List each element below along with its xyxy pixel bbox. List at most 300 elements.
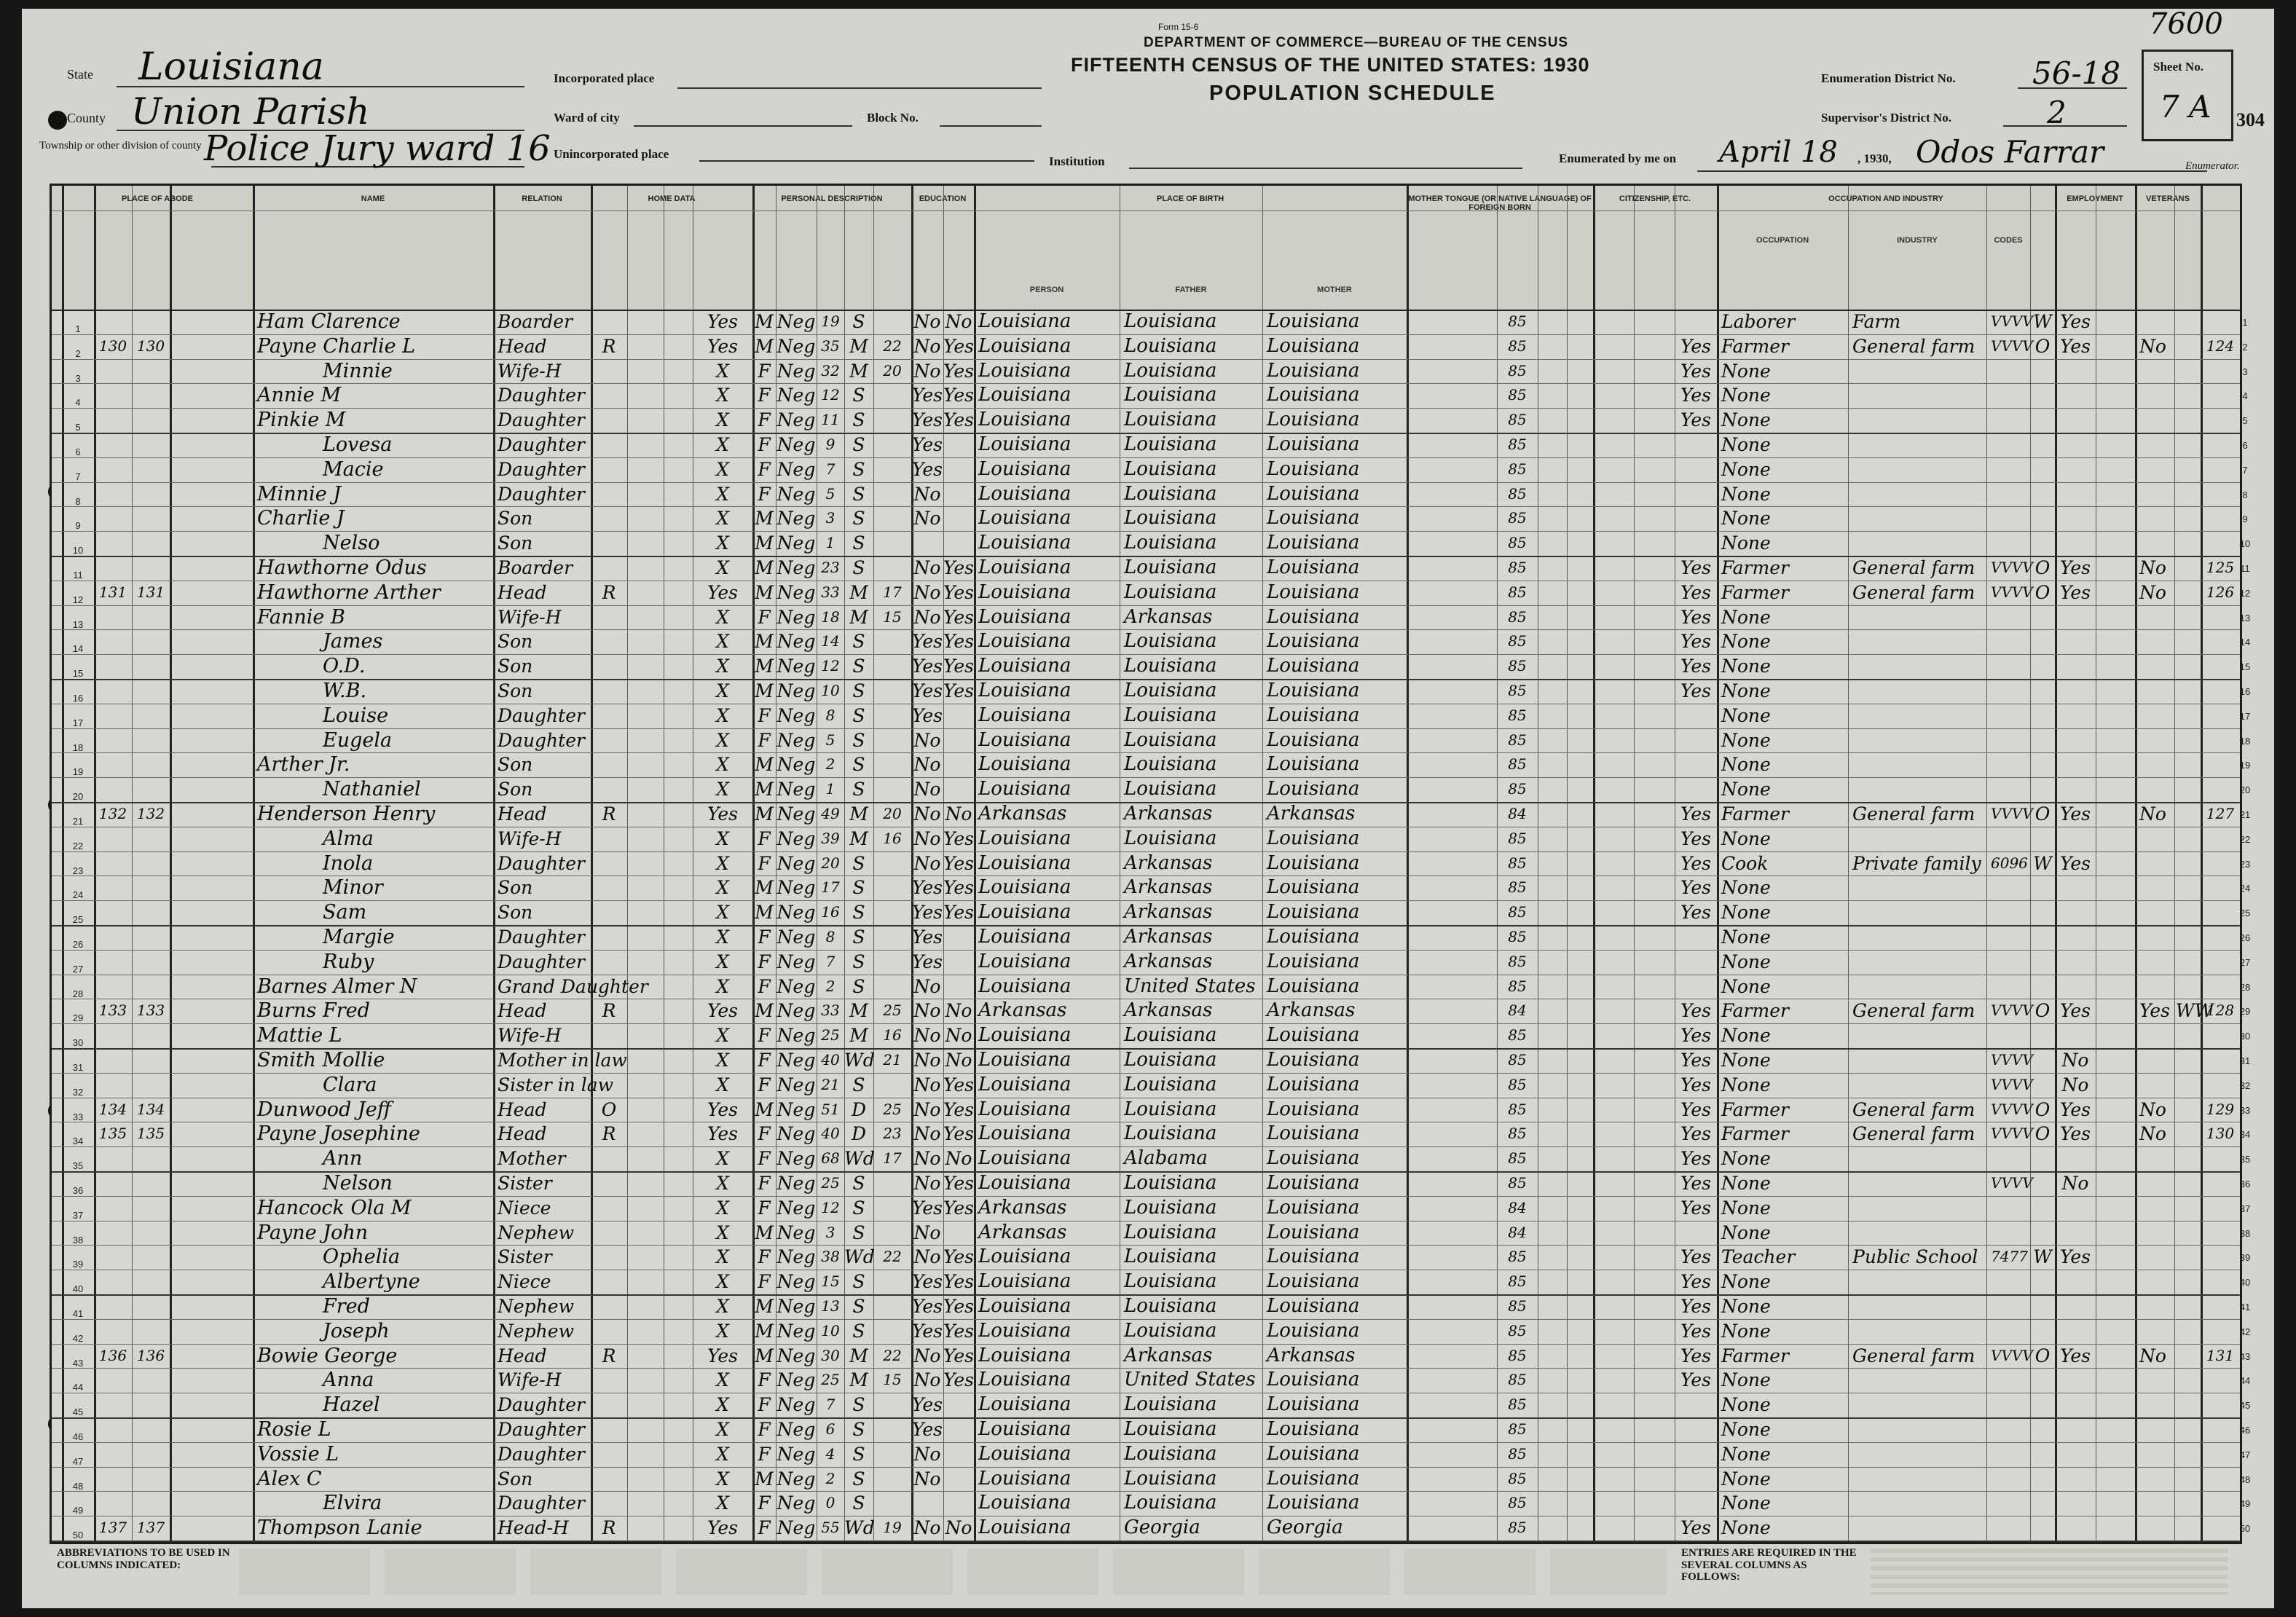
occupation-code xyxy=(1991,1270,2029,1294)
class-of-worker xyxy=(2030,457,2055,482)
birthplace-father: Louisiana xyxy=(1124,630,1217,653)
can-read-write xyxy=(943,925,974,950)
birthplace-code: 85 xyxy=(1508,1396,1527,1414)
age: 3 xyxy=(825,509,836,527)
dwelling-number xyxy=(94,1221,132,1246)
english-speaking: Yes xyxy=(1680,1369,1711,1391)
can-read-write: Yes xyxy=(943,680,974,701)
home-tenure xyxy=(591,1442,627,1467)
can-read-write: No xyxy=(945,1517,972,1539)
birthplace-mother: Louisiana xyxy=(1267,950,1360,972)
radio-set: X xyxy=(716,483,729,505)
radio-set: X xyxy=(716,926,729,948)
english-speaking xyxy=(1675,482,1717,507)
age-at-marriage: 21 xyxy=(883,1051,902,1069)
class-of-worker xyxy=(2030,531,2055,556)
person-name: Minnie J xyxy=(257,482,342,505)
school-attendance: Yes xyxy=(912,1197,943,1219)
race: Neg xyxy=(777,483,816,505)
dwelling-number xyxy=(94,1171,132,1196)
family-number xyxy=(132,1196,170,1221)
home-tenure: R xyxy=(602,1517,616,1539)
birthplace-code: 85 xyxy=(1508,1371,1527,1389)
radio-set: X xyxy=(716,1468,729,1490)
age-at-marriage xyxy=(873,310,911,334)
industry: General farm xyxy=(1852,803,1975,825)
at-work xyxy=(2055,1294,2096,1319)
family-number xyxy=(132,457,170,482)
home-tenure xyxy=(591,1393,627,1417)
can-read-write: Yes xyxy=(943,902,974,924)
age-at-marriage xyxy=(873,556,911,581)
dwelling-number xyxy=(94,359,132,384)
occupation: None xyxy=(1721,1221,1771,1243)
line-number: 8 xyxy=(75,495,81,507)
class-of-worker xyxy=(2030,1270,2055,1294)
dwelling-number xyxy=(94,433,132,457)
relation: Sister xyxy=(498,1246,552,1268)
marital-status: S xyxy=(852,1296,865,1317)
table-row xyxy=(52,359,2248,384)
line-number-right: 16 xyxy=(2239,686,2251,697)
school-attendance: Yes xyxy=(912,1419,943,1440)
english-speaking xyxy=(1675,1393,1717,1417)
birthplace-father: Louisiana xyxy=(1124,1221,1217,1243)
line-number: 30 xyxy=(72,1037,84,1049)
birthplace-father: United States xyxy=(1124,975,1256,997)
school-attendance: Yes xyxy=(912,434,943,455)
marital-status: D xyxy=(851,1098,867,1120)
age-at-marriage xyxy=(873,383,911,408)
veteran xyxy=(2139,506,2173,531)
race: Neg xyxy=(777,1394,816,1416)
class-of-worker xyxy=(2030,1073,2055,1098)
can-read-write: Yes xyxy=(943,1246,974,1268)
relation: Son xyxy=(498,754,533,776)
class-of-worker xyxy=(2030,1442,2055,1467)
dwelling-number: 133 xyxy=(98,1002,127,1020)
class-of-worker xyxy=(2030,1048,2055,1073)
line-number: 1 xyxy=(75,323,81,334)
line-number: 50 xyxy=(72,1530,84,1541)
table-row xyxy=(52,900,2251,926)
birthplace-mother: Louisiana xyxy=(1267,753,1360,776)
age: 14 xyxy=(821,632,840,650)
home-tenure xyxy=(591,654,627,679)
dwelling-number xyxy=(94,1245,132,1270)
occupation: None xyxy=(1721,631,1771,653)
age: 32 xyxy=(821,361,840,379)
occupation-code xyxy=(1991,1417,2029,1442)
birthplace-person: Louisiana xyxy=(978,384,1072,406)
occupation-code xyxy=(1991,950,2029,975)
birthplace-code: 85 xyxy=(1508,1519,1527,1537)
can-read-write: Yes xyxy=(943,409,974,431)
dwelling-number xyxy=(94,925,132,950)
birthplace-code: 84 xyxy=(1508,1002,1527,1020)
family-number xyxy=(132,752,170,777)
occupation-code xyxy=(1991,1368,2029,1393)
table-row xyxy=(52,1171,2251,1196)
birthplace-mother: Louisiana xyxy=(1267,507,1360,530)
industry xyxy=(1852,1319,1985,1344)
can-read-write: Yes xyxy=(943,1173,974,1194)
class-of-worker: O xyxy=(2034,335,2051,357)
table-row xyxy=(52,950,2251,975)
english-speaking: Yes xyxy=(1680,827,1711,849)
marital-status: S xyxy=(852,902,865,924)
veteran xyxy=(2139,1196,2173,1221)
sex: F xyxy=(758,409,771,431)
radio-set: X xyxy=(716,975,729,997)
line-number: 7 xyxy=(75,471,81,482)
table-row xyxy=(52,752,2251,778)
marital-status: S xyxy=(852,508,865,530)
occupation-code xyxy=(1991,728,2029,753)
at-work xyxy=(2055,1516,2096,1541)
school-attendance: No xyxy=(913,1123,941,1145)
table-row xyxy=(52,1270,2251,1295)
relation: Son xyxy=(498,532,533,554)
age: 68 xyxy=(821,1149,840,1168)
relation: Boarder xyxy=(498,557,573,578)
line-number-right: 37 xyxy=(2239,1203,2251,1214)
line-number: 44 xyxy=(72,1382,84,1393)
family-number xyxy=(132,1442,170,1467)
line-number-right: 20 xyxy=(2239,784,2251,796)
birthplace-person: Louisiana xyxy=(978,1319,1072,1342)
occupation: None xyxy=(1721,827,1771,849)
family-number xyxy=(132,556,170,581)
occupation-code: VVVV xyxy=(1991,1051,2033,1069)
marital-status: S xyxy=(852,1173,865,1194)
line-number-right: 3 xyxy=(2242,366,2248,377)
occupation-code xyxy=(1991,383,2029,408)
birthplace-mother: Louisiana xyxy=(1267,1049,1360,1071)
birthplace-mother: Louisiana xyxy=(1267,728,1360,751)
industry: Farm xyxy=(1852,311,1901,332)
can-read-write: Yes xyxy=(943,631,974,653)
person-name: Anna xyxy=(323,1369,374,1392)
dwelling-number xyxy=(94,482,132,507)
person-name: Margie xyxy=(323,926,395,948)
industry: General farm xyxy=(1852,1000,1975,1022)
relation: Niece xyxy=(498,1197,551,1219)
veteran xyxy=(2139,1270,2173,1294)
enumerator-name: Odos Farrar xyxy=(1916,134,2104,170)
age: 49 xyxy=(821,805,840,822)
sex: F xyxy=(758,704,771,726)
veteran xyxy=(2139,457,2173,482)
can-read-write: No xyxy=(945,1025,972,1047)
farm-schedule-number: 124 xyxy=(2206,337,2235,355)
dwelling-number xyxy=(94,1023,132,1048)
table-row xyxy=(52,334,2248,359)
dwelling-number xyxy=(94,1368,132,1393)
birthplace-mother: Louisiana xyxy=(1267,409,1360,431)
occupation: None xyxy=(1721,532,1771,554)
at-work xyxy=(2055,1442,2096,1467)
veteran xyxy=(2139,1023,2173,1048)
dwelling-number xyxy=(94,1467,132,1492)
dwelling-number xyxy=(94,556,132,581)
class-of-worker xyxy=(2030,1491,2055,1516)
age: 2 xyxy=(825,977,836,995)
birthplace-person: Louisiana xyxy=(978,1024,1072,1047)
table-row xyxy=(52,408,2248,433)
line-number-right: 14 xyxy=(2239,637,2251,648)
can-read-write: Yes xyxy=(943,1271,974,1293)
birthplace-father: Louisiana xyxy=(1124,1467,1217,1490)
can-read-write xyxy=(943,950,974,975)
veteran xyxy=(2139,704,2173,728)
birthplace-code: 85 xyxy=(1508,312,1527,330)
person-name: Rosie L xyxy=(257,1418,331,1441)
race: Neg xyxy=(777,1443,816,1465)
radio-set: X xyxy=(716,1271,729,1293)
birthplace-code: 85 xyxy=(1508,854,1527,872)
radio-set: X xyxy=(716,656,729,677)
age-at-marriage: 22 xyxy=(883,337,902,355)
at-work xyxy=(2055,506,2096,531)
sex: F xyxy=(758,1197,771,1219)
occupation: None xyxy=(1721,606,1771,628)
home-tenure xyxy=(591,1245,627,1270)
table-row xyxy=(52,1146,2251,1172)
line-number: 45 xyxy=(72,1406,84,1418)
family-number xyxy=(132,1073,170,1098)
line-number-right: 22 xyxy=(2239,833,2251,845)
at-work xyxy=(2055,457,2096,482)
family-number xyxy=(132,1023,170,1048)
occupation-code xyxy=(1991,605,2029,630)
class-of-worker xyxy=(2030,827,2055,851)
birthplace-father: Arkansas xyxy=(1124,901,1213,924)
family-number xyxy=(132,1048,170,1073)
industry xyxy=(1852,605,1985,630)
class-of-worker: O xyxy=(2034,1123,2051,1145)
birthplace-person: Louisiana xyxy=(978,1098,1072,1120)
birthplace-mother: Louisiana xyxy=(1267,1098,1360,1120)
dwelling-number xyxy=(94,310,132,334)
school-attendance: No xyxy=(913,1098,941,1120)
dwelling-number xyxy=(94,777,132,802)
race: Neg xyxy=(777,975,816,997)
birthplace-father: Louisiana xyxy=(1124,1319,1217,1342)
race: Neg xyxy=(777,827,816,849)
relation: Wife-H xyxy=(498,1025,562,1047)
family-number xyxy=(132,1294,170,1319)
race: Neg xyxy=(777,1197,816,1219)
sex: M xyxy=(755,335,774,357)
occupation: None xyxy=(1721,1419,1771,1440)
line-number-right: 4 xyxy=(2242,390,2248,402)
age: 8 xyxy=(825,706,836,724)
industry xyxy=(1852,827,1985,851)
state-value: Louisiana xyxy=(138,45,324,89)
school-attendance: No xyxy=(913,1173,941,1194)
home-tenure xyxy=(591,752,627,777)
marital-status: S xyxy=(852,754,865,776)
age: 10 xyxy=(821,1321,840,1339)
at-work xyxy=(2055,1270,2096,1294)
line-number-right: 5 xyxy=(2242,415,2248,427)
sex: F xyxy=(758,1074,771,1095)
race: Neg xyxy=(777,1123,816,1145)
age-at-marriage: 23 xyxy=(883,1125,902,1143)
at-work xyxy=(2055,1221,2096,1246)
schedule-title: POPULATION SCHEDULE xyxy=(1209,82,1496,105)
section-mother-tongue: MOTHER TONGUE (OR NATIVE LANGUAGE) OF FOREIGN BORN xyxy=(1408,194,1592,212)
can-read-write: Yes xyxy=(943,360,974,382)
can-read-write xyxy=(943,457,974,482)
birthplace-mother: Louisiana xyxy=(1267,457,1360,480)
line-number-right: 26 xyxy=(2239,932,2251,943)
marital-status: S xyxy=(852,1221,865,1243)
relation: Nephew xyxy=(498,1320,574,1342)
line-number: 38 xyxy=(72,1234,84,1246)
veteran: No xyxy=(2139,1345,2166,1366)
at-work: No xyxy=(2061,1173,2089,1194)
birthplace-mother: Louisiana xyxy=(1267,655,1360,677)
birthplace-code: 85 xyxy=(1508,1346,1527,1364)
family-number: 137 xyxy=(136,1519,165,1537)
home-tenure: R xyxy=(602,335,616,357)
age-at-marriage xyxy=(873,1467,911,1492)
birthplace-person: Louisiana xyxy=(978,1147,1072,1170)
school-attendance: No xyxy=(913,779,941,800)
radio-set: X xyxy=(716,385,729,406)
family-number xyxy=(132,654,170,679)
occupation: None xyxy=(1721,385,1771,406)
line-number: 46 xyxy=(72,1431,84,1442)
race: Neg xyxy=(777,508,816,530)
english-speaking xyxy=(1675,1491,1717,1516)
sex: M xyxy=(755,902,774,924)
line-number: 5 xyxy=(75,422,81,433)
occupation-code xyxy=(1991,1393,2029,1417)
table-row xyxy=(52,1417,2251,1442)
at-work: Yes xyxy=(2060,557,2091,578)
marital-status: S xyxy=(852,951,865,972)
home-tenure xyxy=(591,704,627,728)
sex: M xyxy=(755,779,774,800)
at-work xyxy=(2055,925,2096,950)
marital-status: S xyxy=(852,631,865,653)
birthplace-person: Arkansas xyxy=(978,803,1067,825)
table-row xyxy=(52,1294,2251,1319)
home-tenure xyxy=(591,900,627,925)
relation: Son xyxy=(498,508,533,530)
line-number: 43 xyxy=(72,1357,84,1369)
occupation-code xyxy=(1991,1221,2029,1246)
race: Neg xyxy=(777,581,816,603)
table-row xyxy=(52,310,2248,334)
birthplace-father: Arkansas xyxy=(1124,605,1213,628)
occupation-code: VVVV xyxy=(1991,1174,2033,1192)
relation: Daughter xyxy=(498,385,585,406)
race: Neg xyxy=(777,1419,816,1440)
birthplace-father: Louisiana xyxy=(1124,359,1217,382)
age: 30 xyxy=(821,1346,840,1364)
birthplace-father: United States xyxy=(1124,1369,1256,1391)
birthplace-father: Louisiana xyxy=(1124,1073,1217,1095)
section-veterans: VETERANS xyxy=(2146,194,2190,203)
age: 51 xyxy=(821,1100,840,1118)
birthplace-code: 85 xyxy=(1508,1051,1527,1069)
school-attendance: No xyxy=(913,483,941,505)
relation: Niece xyxy=(498,1271,551,1293)
birthplace-father: Arkansas xyxy=(1124,950,1213,972)
radio-set: X xyxy=(716,1025,729,1047)
school-attendance: No xyxy=(913,1074,941,1095)
veteran xyxy=(2139,1048,2173,1073)
industry xyxy=(1852,433,1985,457)
veteran: No xyxy=(2139,335,2166,357)
sex: M xyxy=(755,311,774,332)
industry xyxy=(1852,679,1985,704)
at-work: Yes xyxy=(2060,803,2091,825)
veteran xyxy=(2139,1245,2173,1270)
english-speaking: Yes xyxy=(1680,1123,1711,1145)
birthplace-father: Arkansas xyxy=(1124,926,1213,948)
table-row xyxy=(52,457,2248,482)
race: Neg xyxy=(777,951,816,972)
sex: F xyxy=(758,926,771,948)
line-number: 11 xyxy=(73,570,83,581)
line-number: 4 xyxy=(75,397,81,409)
birthplace-mother: Louisiana xyxy=(1267,778,1360,800)
can-read-write: Yes xyxy=(943,1296,974,1317)
age-at-marriage xyxy=(873,457,911,482)
birthplace-father: Arkansas xyxy=(1124,851,1213,874)
family-number xyxy=(132,359,170,384)
birthplace-person: Louisiana xyxy=(978,507,1072,530)
can-read-write: No xyxy=(945,311,972,332)
dwelling-number xyxy=(94,629,132,654)
english-speaking xyxy=(1675,433,1717,457)
table-row xyxy=(52,629,2251,655)
class-of-worker xyxy=(2030,950,2055,975)
marital-status: M xyxy=(849,827,868,849)
race: Neg xyxy=(777,1246,816,1268)
person-name: Fannie B xyxy=(257,605,345,629)
race: Neg xyxy=(777,779,816,800)
sex: M xyxy=(755,1098,774,1120)
marital-status: S xyxy=(852,656,865,677)
family-number xyxy=(132,1368,170,1393)
industry xyxy=(1852,654,1985,679)
relation: Daughter xyxy=(498,483,585,505)
school-attendance: No xyxy=(913,1246,941,1268)
occupation: None xyxy=(1721,508,1771,530)
relation: Head xyxy=(498,581,547,603)
industry xyxy=(1852,531,1985,556)
dwelling-number xyxy=(94,728,132,753)
line-number: 29 xyxy=(72,1012,84,1024)
class-of-worker xyxy=(2030,728,2055,753)
race: Neg xyxy=(777,631,816,653)
person-name: Arther Jr. xyxy=(257,753,350,776)
table-row xyxy=(52,1467,2251,1492)
line-number: 20 xyxy=(72,791,84,803)
at-work: Yes xyxy=(2060,581,2091,603)
class-of-worker xyxy=(2030,777,2055,802)
veteran xyxy=(2139,1171,2173,1196)
enum-district-value: 56-18 xyxy=(2032,55,2121,91)
age: 55 xyxy=(821,1519,840,1537)
occupation-code: VVVV xyxy=(1991,1002,2033,1020)
